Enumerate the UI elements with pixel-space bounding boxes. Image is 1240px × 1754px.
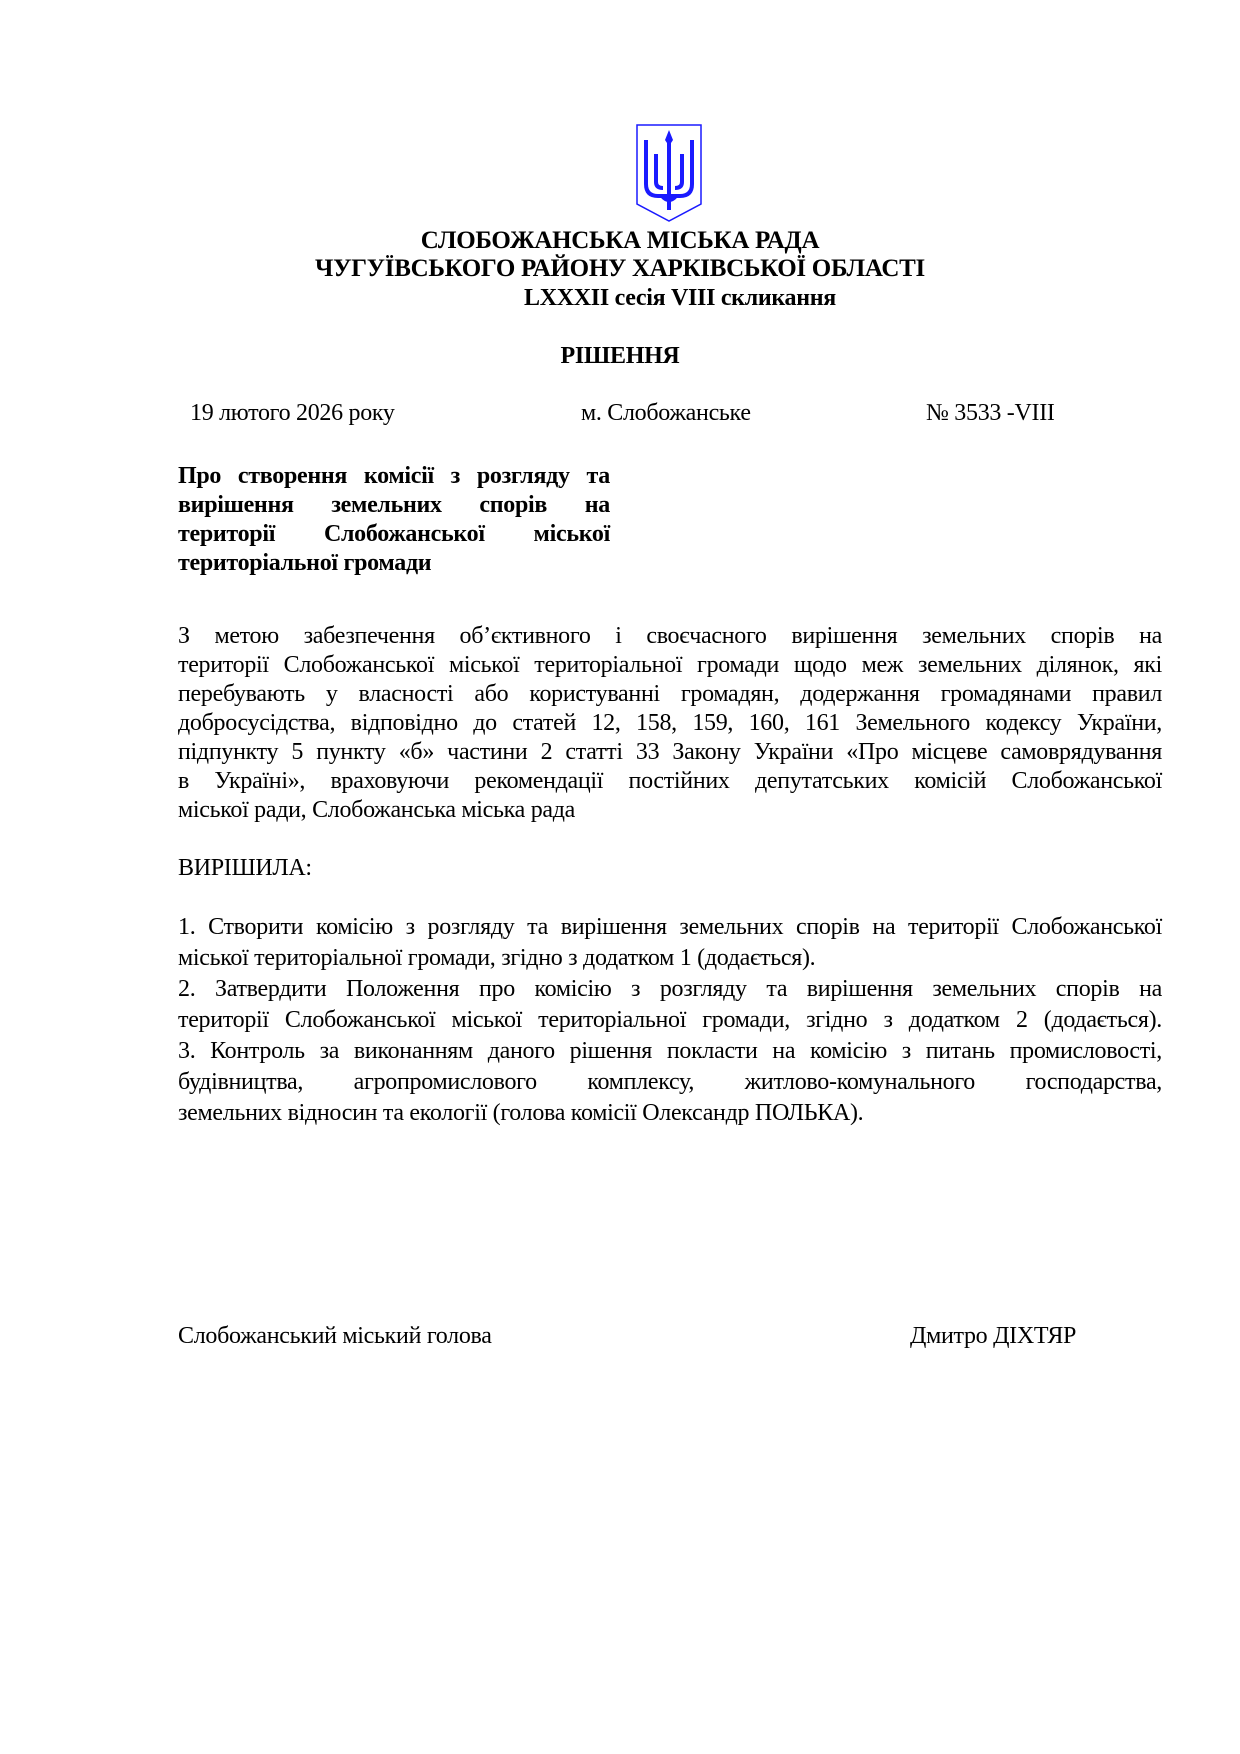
preamble [178,622,1162,825]
item-line: 1. Створити комісію з розгляду та вирішення земельних спорів на території Слобожанської [178,914,1162,940]
item-line: території Слобожанської міської територіальної громади, згідно з додатком 2 (додається). [178,1007,1162,1033]
signature-name: Дмитро ДІХТЯР [910,1323,1077,1349]
session-line: LXXXII сесія VIII скликання [523,285,836,311]
subject-line: територіальної громади [178,550,432,576]
preamble-line: З метою забезпечення об’єктивного і своєчасного вирішення земельних спорів на [178,623,1162,649]
decision-subject [178,462,610,578]
decision-number: № 3533 -VIII [926,400,1055,426]
item-line: земельних відносин та екології (голова комісії Олександр ПОЛЬКА). [178,1100,864,1126]
preamble-line: міської ради, Слобожанська міська рада [178,797,576,823]
coat-of-arms-icon [636,124,702,222]
item-line: 3. Контроль за виконанням даного рішення покласти на комісію з питань промисловості, [178,1038,1162,1064]
decision-items [178,912,1162,1129]
item-line: міської територіальної громади, згідно з додатком 1 (додається). [178,945,816,971]
decision-place: м. Слобожанське [581,400,751,426]
council-name: СЛОБОЖАНСЬКА МІСЬКА РАДА [420,227,820,254]
document-type: РІШЕННЯ [560,343,680,369]
decision-date: 19 лютого 2026 року [190,400,395,426]
district-name: ЧУГУЇВСЬКОГО РАЙОНУ ХАРКІВСЬКОЇ ОБЛАСТІ [315,255,925,282]
signature-position: Слобожанський міський голова [178,1323,492,1349]
preamble-line: території Слобожанської міської територіальної громади щодо меж земельних ділянок, які [178,652,1162,678]
subject-line: Про створення комісії з розгляду та [178,463,610,489]
item-line: 2. Затвердити Положення про комісію з розгляду та вирішення земельних спорів на [178,976,1162,1002]
item-line: будівництва, агропромислового комплексу, житлово-комунального господарства, [178,1069,1162,1095]
subject-line: вирішення земельних спорів на [178,492,610,518]
decided-heading: ВИРІШИЛА: [178,855,312,881]
preamble-line: перебувають у власності або користуванні громадян, додержання громадянами правил [178,681,1162,707]
preamble-line: добросусідства, відповідно до статей 12, 158, 159, 160, 161 Земельного кодексу України, [178,710,1162,736]
subject-line: території Слобожанської міської [178,521,610,547]
preamble-line: підпункту 5 пункту «б» частини 2 статті 33 Закону України «Про місцеве самоврядування [178,739,1162,765]
preamble-line: в Україні», враховуючи рекомендації постійних депутатських комісій Слобожанської [178,768,1162,794]
